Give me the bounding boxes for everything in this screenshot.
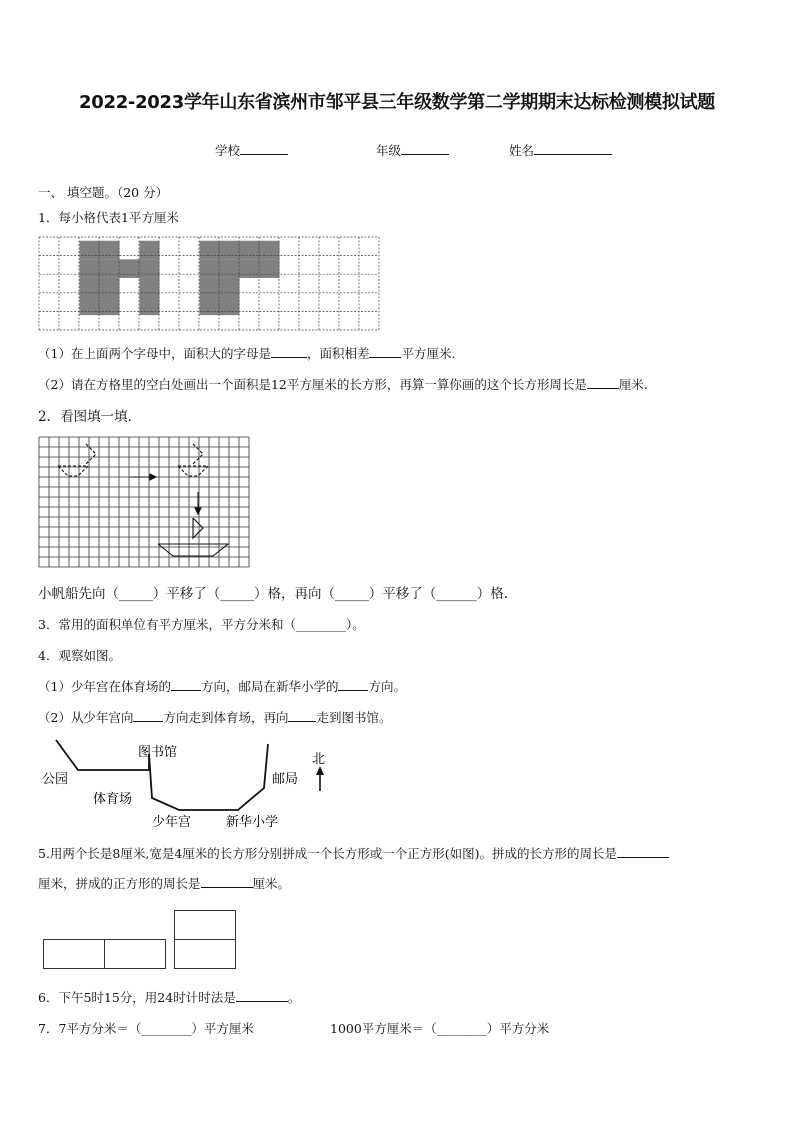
map-label-xinhua-school: 新华小学 bbox=[226, 815, 279, 830]
hf-grid-figure bbox=[38, 236, 382, 332]
q4-answer-blank-3[interactable] bbox=[133, 709, 163, 722]
page-title: 2022-2023学年山东省滨州市邹平县三年级数学第二学期期末达标检测模拟试题 bbox=[79, 92, 715, 113]
sailboat-grid-figure bbox=[38, 436, 252, 568]
school-label: 学校 bbox=[215, 143, 241, 158]
section-heading: 一、 填空题。（20 分） bbox=[38, 185, 169, 200]
map-label-youth-palace: 少年宫 bbox=[152, 815, 192, 830]
q5-line1-text: 5.用两个长是8厘米,宽是4厘米的长方形分别拼成一个长方形或一个正方形(如图)。拼成的长方形的周长是 bbox=[38, 846, 618, 861]
name-field bbox=[509, 141, 612, 159]
rectangle-left bbox=[43, 939, 105, 969]
sailboat-shifted-right bbox=[178, 444, 208, 476]
q6-answer-blank[interactable] bbox=[236, 989, 288, 1002]
q1-sub2 bbox=[38, 375, 648, 393]
q3-text: 3．常用的面积单位有平方厘米，平方分米和（________）。 bbox=[38, 617, 365, 632]
grade-label: 年级 bbox=[376, 143, 402, 158]
q1-answer-blank-3[interactable] bbox=[587, 376, 619, 389]
q4-sub1-text-b: 方向，邮局在新华小学的 bbox=[200, 679, 339, 694]
q1-stem: 1．每小格代表1平方厘米 bbox=[38, 210, 179, 225]
q4-stem: 4．观察如图。 bbox=[38, 648, 121, 663]
q4-sub2 bbox=[38, 708, 392, 726]
q1-sub1-text-c: 平方厘米. bbox=[401, 346, 456, 361]
map-label-north: 北 bbox=[312, 752, 326, 767]
q6-text-a: 6．下午5时15分，用24时计时法是 bbox=[38, 990, 236, 1005]
letter-shapes bbox=[80, 241, 280, 315]
q1-sub1-text-a: （1）在上面两个字母中，面积大的字母是 bbox=[38, 346, 271, 361]
q4-sub1-text-a: （1）少年宫在体育场的 bbox=[38, 679, 171, 694]
q4-sub2-text-b: 方向走到体育场，再向 bbox=[163, 710, 289, 725]
q1-sub2-text-a: （2）请在方格里的空白处画出一个面积是12平方厘米的长方形，再算一算你画的这个长方形周长是 bbox=[38, 377, 587, 392]
q4-sub2-text-c: 走到图书馆。 bbox=[316, 710, 392, 725]
q1-sub2-text-b: 厘米. bbox=[618, 377, 648, 392]
translation-arrows bbox=[130, 474, 201, 514]
square-bottom-half bbox=[174, 939, 236, 969]
map-label-library: 图书馆 bbox=[138, 745, 178, 760]
q1-sub1-text-b: ，面积相差 bbox=[306, 346, 370, 361]
route-map bbox=[38, 736, 338, 832]
school-field bbox=[215, 141, 288, 159]
q2-fill: 小帆船先向（_____）平移了（_____）格，再向（_____）平移了（______）格. bbox=[38, 586, 509, 602]
q4-answer-blank-1[interactable] bbox=[171, 678, 201, 691]
q4-answer-blank-2[interactable] bbox=[338, 678, 368, 691]
grade-field bbox=[376, 141, 449, 159]
sailboat-original bbox=[58, 444, 96, 476]
name-label: 姓名 bbox=[509, 143, 535, 158]
q4-sub1-text-c: 方向。 bbox=[368, 679, 406, 694]
q7-part1: 7．7平方分米＝（________）平方厘米 bbox=[38, 1021, 254, 1036]
q5-line1 bbox=[38, 844, 669, 862]
q1-answer-blank-2[interactable] bbox=[369, 345, 401, 358]
q1-sub1 bbox=[38, 344, 455, 362]
north-arrow-icon bbox=[316, 766, 324, 775]
school-blank[interactable] bbox=[240, 142, 288, 155]
q5-answer-blank-2[interactable] bbox=[201, 875, 253, 888]
grade-blank[interactable] bbox=[401, 142, 449, 155]
name-blank[interactable] bbox=[534, 142, 612, 155]
q7-part2: 1000平方厘米＝（________）平方分米 bbox=[330, 1021, 550, 1036]
q2-stem: 2．看图填一填． bbox=[38, 409, 142, 425]
q4-sub2-text-a: （2）从少年宫向 bbox=[38, 710, 134, 725]
map-label-post-office: 邮局 bbox=[272, 772, 299, 787]
q4-sub1 bbox=[38, 677, 406, 695]
q5-answer-blank-1[interactable] bbox=[617, 845, 669, 858]
q5-line2 bbox=[38, 874, 290, 892]
q5-line2-text-a: 厘米，拼成的正方形的周长是 bbox=[38, 876, 201, 891]
q5-line2-text-b: 厘米。 bbox=[252, 876, 291, 891]
map-label-stadium: 体育场 bbox=[93, 792, 133, 807]
q1-answer-blank-1[interactable] bbox=[271, 345, 307, 358]
q4-answer-blank-4[interactable] bbox=[288, 709, 316, 722]
map-label-park: 公园 bbox=[42, 772, 69, 787]
sailboat-grid-lines bbox=[39, 437, 249, 567]
square-top-half bbox=[174, 910, 236, 940]
q6-text-b: 。 bbox=[287, 990, 301, 1005]
q6-text bbox=[38, 988, 300, 1006]
rectangle-right bbox=[104, 939, 166, 969]
